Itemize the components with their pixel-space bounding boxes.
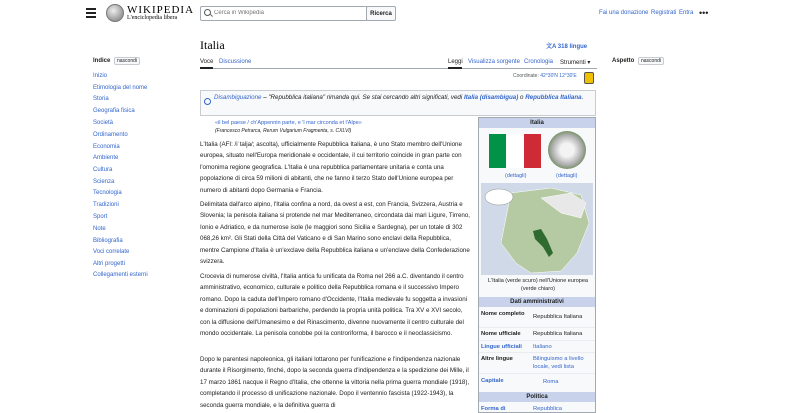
repubblica-italiana-link[interactable]: Repubblica Italiana — [525, 94, 582, 101]
login-link[interactable]: Entra — [679, 10, 694, 16]
toc-item[interactable]: Economia — [93, 144, 120, 150]
toc-item[interactable]: Inizio — [93, 73, 108, 79]
infobox-value-nome-completo: Repubblica Italiana — [533, 314, 583, 320]
disambiguation-or: o — [518, 94, 526, 101]
search-input[interactable] — [214, 7, 364, 19]
toc-item[interactable]: Sport — [93, 214, 108, 220]
appearance-hide-button[interactable]: nascondi — [638, 57, 664, 65]
infobox-value-capitale[interactable]: Roma — [543, 379, 559, 385]
logo-wordmark[interactable]: WIKIPEDIA — [127, 4, 195, 16]
donate-link[interactable]: Fai una donazione — [599, 10, 649, 16]
infobox-value-lingue-ufficiali[interactable]: Italiano — [533, 344, 552, 350]
disambiguation-icon — [204, 98, 211, 105]
infobox-section-admin: Dati amministrativi — [479, 297, 595, 307]
coordinates-label: Coordinate: — [513, 73, 539, 79]
wikipedia-globe-icon[interactable] — [106, 4, 124, 22]
infobox-label-altre-lingue: Altre lingue — [481, 356, 513, 362]
quote-source: (Francesco Petrarca, Rerum Vulgarium Fragmenta, s. CXLVI) — [215, 128, 352, 134]
tab-discussione[interactable]: Discussione — [219, 59, 252, 65]
register-link[interactable]: Registrati — [651, 10, 677, 16]
toc-item[interactable]: Voci correlate — [93, 249, 130, 255]
paragraph-geography: Delimitata dall'arco alpino, l'Italia confina a nord, da ovest a est, con Francia, Svizzera, Austria e Slovenia; la penisola italiana si protende nel mar Mediterraneo, circondata dai mari Ligure, Tirreno, Ionio e Adriatico, e da numerose isole (le maggiori sono Sicilia e Sardegna), per un totale di 302 068,26 km². Gli Stati della Città del Vaticano e di San Marino sono enclavi della Repubblica, mentre Campione d'Italia è un'exclave della Repubblica italiana e un'enclave della Confederazione svizzera. — [200, 201, 470, 266]
toc-item[interactable]: Bibliografia — [93, 238, 123, 244]
language-icon: 文A — [546, 44, 558, 50]
infobox-value-nome-ufficiale: Repubblica Italiana — [533, 331, 583, 337]
tools-label: Strumenti — [560, 60, 586, 66]
toc-item[interactable]: Storia — [93, 96, 109, 102]
paragraph-intro: L'Italia (AFI: /iˈtalja/; ascolta), ufficialmente Repubblica Italiana, è uno Stato membro dell'Unione europea, situato nell'Europa meridionale e occidentale, il cui territorio coincide in gran parte con l'omonima regione geografica. L'Italia è una repubblica parlamentare unitaria e conta una popolazione di circa 59 milioni di abitanti, che ne fanno il terzo Stato dell'Unione europea per numero di abitanti dopo Germania e Francia. — [200, 141, 462, 194]
disambiguation-text — [214, 93, 594, 102]
toc-item[interactable]: Geografia fisica — [93, 108, 135, 114]
toc-item[interactable]: Collegamenti esterni — [93, 272, 148, 278]
infobox-divider — [479, 327, 595, 328]
language-button[interactable] — [546, 41, 587, 50]
toc-item[interactable]: Tecnologia — [93, 190, 122, 196]
infobox-label-nome-ufficiale: Nome ufficiale — [481, 331, 521, 337]
toc-item[interactable]: Note — [93, 226, 106, 232]
infobox-label-capitale[interactable]: Capitale — [481, 378, 504, 384]
disambiguation-end: . — [581, 94, 584, 101]
search-icon — [204, 9, 211, 16]
page-title: Italia — [200, 38, 225, 52]
paragraph-history: Crocevia di numerose civiltà, l'Italia antica fu unificata da Roma nel 266 a.C. diventando il centro amministrativo, economico, culturale e politico della Repubblica romana e il successivo Impero romano. Dopo la caduta dell'Impero romano d'Occidente, l'Italia medievale fu soggetta a invasioni e dominazioni di popolazioni barbariche, perdendo la propria unità politica. Tra XV e XVI secolo, con la diffusione dell'Umanesimo e del Rinascimento, divenne nuovamente il centro culturale del mondo occidentale. La penisola conobbe poi la controriforma, il barocco e il neoclassicismo. — [200, 273, 468, 338]
logo-tagline: L'enciclopedia libera — [127, 15, 178, 21]
tools-menu[interactable] — [560, 59, 590, 66]
main-menu-icon[interactable] — [86, 8, 96, 18]
toc-item[interactable]: Etimologia del nome — [93, 85, 148, 91]
toc-item[interactable]: Scienza — [93, 179, 115, 185]
tab-voce[interactable]: Voce — [200, 59, 214, 65]
infobox-value-forma-di[interactable]: Repubblica — [533, 406, 563, 412]
toc-item[interactable]: Altri progetti — [93, 261, 126, 267]
appearance-title: Aspetto — [612, 58, 635, 64]
tab-visualizza-sorgente[interactable]: Visualizza sorgente — [468, 59, 520, 65]
infobox-divider — [479, 352, 595, 353]
paragraph-risorgimento: Dopo le parentesi napoleonica, gli italiani lottarono per l'unificazione e l'indipendenza nazionale durante il Risorgimento, finché, dopo la seconda guerra d'indipendenza e la spedizione dei Mille, il 17 marzo 1861 nacque il Regno d'Italia, che ottenne la vittoria nella prima guerra mondiale (1918), completando il processo di unificazione nazionale. Dopo il ventennio fascista (1922-1943), la seconda guerra mondiale, e la definitiva guerra di — [200, 356, 470, 409]
emblem-details-link[interactable]: (dettagli) — [556, 173, 578, 179]
infobox-value-altre-lingue[interactable]: Bilinguismo a livello locale, vedi lista — [533, 356, 584, 370]
tabs-divider — [200, 68, 597, 69]
emblem-image[interactable] — [548, 131, 586, 169]
infobox-section-politics: Politica — [479, 392, 595, 402]
toc-title: Indice — [93, 58, 111, 64]
toc-item[interactable]: Ambiente — [93, 155, 119, 161]
disambiguation-link[interactable]: Disambiguazione — [214, 94, 262, 101]
language-count: 318 lingue — [557, 44, 588, 50]
quote-text: «il bel paese / ch'Appennin parte, e 'l mar circonda et l'Alpe» — [215, 120, 362, 126]
infobox-title: Italia — [479, 118, 595, 128]
flag-details-link[interactable]: (dettagli) — [505, 173, 527, 179]
toc-item[interactable]: Società — [93, 120, 114, 126]
infobox-label-forma-di[interactable]: Forma di — [481, 406, 506, 412]
infobox-label-lingue-ufficiali[interactable]: Lingue ufficiali — [481, 344, 522, 350]
tab-leggi-underline — [448, 67, 462, 69]
europe-map-graphic — [481, 183, 593, 275]
locator-map-image[interactable] — [481, 183, 593, 275]
tab-voce-underline — [200, 67, 213, 69]
toc-item[interactable]: Cultura — [93, 167, 113, 173]
coordinates — [513, 73, 577, 79]
toc-hide-button[interactable]: nascondi — [114, 57, 140, 65]
coordinates-link[interactable]: 42°30′N 12°30′E — [540, 73, 577, 79]
more-options-icon[interactable]: ••• — [699, 8, 709, 18]
infobox-divider — [479, 373, 595, 374]
lock-icon[interactable] — [584, 72, 594, 84]
disambiguation-message: – "Repubblica italiana" rimanda qui. Se stai cercando altri significati, vedi — [261, 94, 464, 101]
infobox-divider — [479, 340, 595, 341]
tab-leggi[interactable]: Leggi — [448, 59, 463, 65]
tab-cronologia[interactable]: Cronologia — [524, 59, 554, 65]
toc-item[interactable]: Tradizioni — [93, 202, 119, 208]
map-caption: L'Italia (verde scuro) nell'Unione europea (verde chiaro) — [488, 278, 588, 292]
infobox-label-nome-completo: Nome completo — [481, 311, 525, 317]
italia-disambigua-link[interactable]: Italia (disambigua) — [463, 94, 519, 101]
chevron-down-icon: ▾ — [587, 60, 591, 66]
italy-flag-image[interactable] — [489, 134, 541, 168]
toc-item[interactable]: Ordinamento — [93, 132, 128, 138]
search-button[interactable]: Ricerca — [366, 6, 396, 21]
